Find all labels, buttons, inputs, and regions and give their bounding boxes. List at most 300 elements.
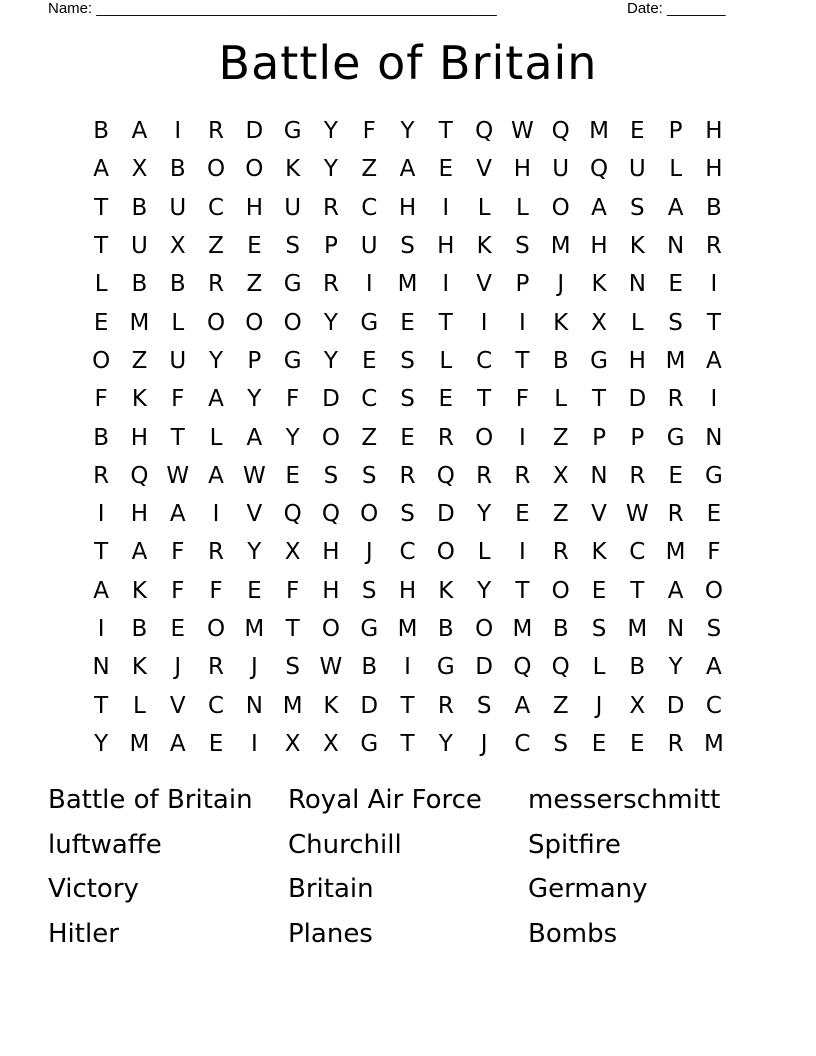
- grid-letter[interactable]: H: [705, 156, 723, 183]
- grid-letter[interactable]: M: [512, 616, 533, 642]
- grid-letter[interactable]: W: [319, 654, 343, 681]
- grid-letter[interactable]: T: [400, 730, 415, 757]
- grid-letter[interactable]: Y: [285, 424, 300, 451]
- grid-letter[interactable]: T: [94, 692, 109, 719]
- grid-letter[interactable]: B: [629, 654, 646, 681]
- grid-letter[interactable]: T: [94, 233, 109, 260]
- grid-letter[interactable]: B: [169, 156, 186, 183]
- grid-letter[interactable]: Y: [477, 577, 492, 604]
- grid-letter[interactable]: F: [286, 577, 300, 604]
- grid-letter[interactable]: I: [250, 730, 258, 757]
- grid-letter[interactable]: R: [667, 501, 684, 528]
- grid-letter[interactable]: F: [171, 539, 185, 566]
- grid-letter[interactable]: Z: [361, 424, 378, 451]
- grid-letter[interactable]: D: [475, 654, 493, 681]
- grid-letter[interactable]: R: [667, 730, 684, 757]
- grid-letter[interactable]: D: [245, 118, 264, 145]
- grid-letter[interactable]: T: [515, 577, 530, 604]
- grid-letter[interactable]: R: [208, 539, 225, 566]
- grid-letter[interactable]: R: [399, 462, 416, 489]
- grid-letter[interactable]: C: [399, 539, 416, 566]
- grid-letter[interactable]: V: [476, 271, 492, 298]
- grid-letter[interactable]: H: [705, 118, 723, 145]
- grid-letter[interactable]: U: [360, 233, 378, 260]
- grid-letter[interactable]: W: [166, 462, 190, 489]
- grid-letter[interactable]: R: [208, 118, 225, 145]
- grid-letter[interactable]: U: [131, 233, 148, 260]
- grid-letter[interactable]: D: [436, 501, 455, 528]
- grid-letter[interactable]: B: [93, 424, 110, 451]
- grid-letter[interactable]: M: [244, 616, 265, 642]
- header: [0, 0, 816, 20]
- grid-letter[interactable]: G: [283, 347, 302, 374]
- grid-letter[interactable]: K: [629, 233, 645, 260]
- grid-letter[interactable]: E: [515, 501, 530, 528]
- grid-letter[interactable]: S: [323, 462, 339, 489]
- grid-letter[interactable]: M: [282, 692, 303, 719]
- grid-letter[interactable]: A: [399, 156, 416, 183]
- grid-letter[interactable]: N: [590, 462, 608, 489]
- grid-letter[interactable]: L: [439, 347, 453, 374]
- grid-letter[interactable]: Y: [209, 347, 224, 374]
- grid-letter[interactable]: J: [250, 654, 258, 681]
- grid-letter[interactable]: C: [361, 386, 378, 413]
- grid-letter[interactable]: V: [169, 692, 186, 719]
- grid-letter[interactable]: H: [398, 577, 417, 604]
- grid-letter[interactable]: Y: [247, 386, 262, 413]
- grid-letter[interactable]: A: [706, 347, 722, 374]
- grid-letter[interactable]: B: [131, 194, 148, 221]
- grid-letter[interactable]: E: [208, 730, 224, 757]
- grid-letter[interactable]: R: [208, 654, 225, 681]
- grid-letter[interactable]: Z: [131, 347, 148, 374]
- grid-letter[interactable]: S: [553, 730, 569, 757]
- grid-letter[interactable]: W: [625, 501, 649, 528]
- grid-letter[interactable]: R: [552, 539, 569, 566]
- grid-letter[interactable]: B: [706, 194, 722, 221]
- grid-letter[interactable]: E: [247, 577, 262, 604]
- grid-letter[interactable]: E: [438, 386, 454, 413]
- grid-letter[interactable]: K: [438, 577, 454, 604]
- grid-letter[interactable]: H: [130, 501, 149, 528]
- grid-letter[interactable]: Y: [323, 156, 338, 183]
- word-list-item: Victory: [48, 874, 139, 905]
- grid-letter[interactable]: R: [93, 462, 110, 489]
- grid-letter[interactable]: M: [665, 539, 686, 566]
- grid-letter[interactable]: O: [475, 424, 494, 451]
- grid-letter[interactable]: P: [592, 424, 606, 451]
- grid-letter[interactable]: Y: [438, 730, 453, 757]
- grid-letter[interactable]: Z: [552, 424, 569, 451]
- grid-letter[interactable]: H: [130, 424, 149, 451]
- grid-letter[interactable]: H: [513, 156, 532, 183]
- grid-letter[interactable]: Z: [208, 233, 224, 260]
- grid-letter[interactable]: R: [437, 692, 454, 719]
- grid-letter[interactable]: R: [437, 424, 454, 451]
- grid-letter[interactable]: C: [476, 347, 493, 374]
- grid-letter[interactable]: O: [551, 194, 570, 221]
- grid-letter[interactable]: U: [552, 156, 570, 183]
- grid-letter[interactable]: E: [630, 730, 645, 757]
- grid-letter[interactable]: E: [630, 118, 645, 145]
- grid-letter[interactable]: G: [704, 462, 723, 489]
- grid-letter[interactable]: E: [591, 577, 607, 604]
- grid-letter[interactable]: Y: [477, 501, 492, 528]
- grid-letter[interactable]: N: [628, 271, 646, 298]
- letter-grid: [82, 112, 733, 763]
- grid-letter[interactable]: R: [208, 271, 225, 298]
- grid-letter[interactable]: X: [131, 156, 148, 183]
- grid-letter[interactable]: M: [397, 616, 418, 642]
- grid-letter[interactable]: D: [322, 386, 340, 413]
- grid-letter[interactable]: T: [591, 386, 607, 413]
- grid-letter[interactable]: O: [704, 577, 723, 604]
- grid-letter[interactable]: T: [285, 616, 300, 642]
- grid-letter[interactable]: L: [554, 386, 568, 413]
- grid-letter[interactable]: O: [92, 347, 111, 374]
- grid-letter[interactable]: S: [400, 347, 415, 374]
- grid-letter[interactable]: Y: [323, 309, 338, 336]
- grid-letter[interactable]: I: [97, 501, 105, 528]
- grid-letter[interactable]: P: [247, 347, 262, 374]
- grid-letter[interactable]: O: [206, 616, 226, 642]
- grid-letter[interactable]: B: [552, 347, 569, 374]
- word-list-item: Britain: [288, 874, 374, 905]
- grid-letter[interactable]: J: [480, 730, 488, 757]
- grid-letter[interactable]: L: [171, 309, 185, 336]
- grid-letter[interactable]: A: [591, 194, 607, 221]
- grid-letter[interactable]: B: [361, 654, 378, 681]
- grid-letter[interactable]: Q: [321, 501, 340, 528]
- grid-letter[interactable]: E: [438, 156, 454, 183]
- grid-letter[interactable]: T: [438, 118, 453, 145]
- grid-letter[interactable]: H: [322, 539, 340, 566]
- grid-letter[interactable]: E: [170, 616, 186, 642]
- grid-letter[interactable]: I: [710, 271, 718, 298]
- grid-letter[interactable]: A: [208, 386, 224, 413]
- grid-letter[interactable]: R: [322, 271, 339, 298]
- grid-letter[interactable]: S: [285, 654, 300, 681]
- grid-letter[interactable]: G: [436, 654, 455, 681]
- grid-letter[interactable]: E: [668, 271, 683, 298]
- grid-letter[interactable]: M: [550, 233, 571, 260]
- word-list-item: luftwaffe: [48, 829, 162, 860]
- grid-letter[interactable]: L: [630, 309, 644, 336]
- grid-letter[interactable]: H: [628, 347, 646, 374]
- grid-letter[interactable]: A: [93, 156, 110, 183]
- grid-letter[interactable]: Q: [551, 118, 570, 145]
- grid-letter[interactable]: Q: [283, 501, 302, 528]
- grid-letter[interactable]: Z: [361, 156, 378, 183]
- grid-letter[interactable]: Z: [552, 692, 569, 719]
- word-list-item: Churchill: [288, 829, 402, 860]
- grid-letter[interactable]: Z: [246, 271, 263, 298]
- grid-letter[interactable]: K: [476, 233, 492, 260]
- grid-letter[interactable]: L: [209, 424, 223, 451]
- grid-letter[interactable]: O: [360, 501, 379, 528]
- grid-letter[interactable]: U: [628, 156, 646, 183]
- grid-letter[interactable]: S: [400, 501, 415, 528]
- grid-letter[interactable]: K: [591, 539, 607, 566]
- grid-letter[interactable]: S: [361, 577, 377, 604]
- grid-letter[interactable]: N: [666, 233, 685, 260]
- grid-letter[interactable]: S: [668, 309, 683, 336]
- grid-letter[interactable]: X: [284, 730, 301, 757]
- grid-letter[interactable]: J: [557, 271, 565, 298]
- grid-letter[interactable]: Q: [589, 156, 609, 183]
- grid-letter[interactable]: C: [629, 539, 646, 566]
- grid-letter[interactable]: A: [706, 654, 722, 681]
- grid-letter[interactable]: O: [321, 616, 340, 642]
- grid-letter[interactable]: U: [284, 194, 302, 221]
- grid-letter[interactable]: Y: [668, 654, 683, 681]
- grid-letter[interactable]: L: [133, 692, 146, 719]
- grid-letter[interactable]: J: [595, 692, 603, 719]
- grid-letter[interactable]: G: [360, 616, 379, 642]
- grid-letter[interactable]: L: [94, 271, 108, 298]
- grid-letter[interactable]: U: [169, 347, 187, 374]
- grid-letter[interactable]: N: [666, 616, 685, 642]
- word-list-item: messerschmitt: [528, 785, 721, 815]
- grid-letter[interactable]: T: [94, 539, 109, 566]
- grid-letter[interactable]: M: [627, 616, 648, 642]
- grid-letter[interactable]: O: [283, 309, 302, 336]
- grid-letter[interactable]: S: [361, 462, 377, 489]
- grid-letter[interactable]: X: [323, 730, 339, 757]
- grid-letter[interactable]: I: [442, 194, 450, 221]
- grid-letter[interactable]: M: [129, 309, 150, 336]
- grid-letter[interactable]: A: [667, 577, 684, 604]
- grid-letter[interactable]: E: [285, 462, 300, 489]
- grid-letter[interactable]: Z: [552, 501, 569, 528]
- grid-letter[interactable]: A: [131, 118, 148, 145]
- grid-letter[interactable]: J: [174, 654, 182, 681]
- grid-letter[interactable]: L: [516, 194, 529, 221]
- grid-letter[interactable]: H: [245, 194, 263, 221]
- grid-letter[interactable]: G: [283, 118, 302, 145]
- grid-letter[interactable]: M: [397, 271, 418, 298]
- grid-letter[interactable]: I: [519, 539, 526, 566]
- grid-letter[interactable]: M: [589, 118, 609, 145]
- grid-letter[interactable]: O: [206, 309, 226, 336]
- grid-letter[interactable]: B: [93, 118, 110, 145]
- grid-letter[interactable]: A: [93, 577, 110, 604]
- grid-letter[interactable]: O: [551, 577, 570, 604]
- grid-letter[interactable]: L: [477, 539, 491, 566]
- grid-letter[interactable]: C: [705, 692, 722, 719]
- grid-letter[interactable]: F: [209, 577, 223, 604]
- grid-letter[interactable]: S: [706, 616, 722, 642]
- grid-letter[interactable]: Q: [551, 654, 570, 681]
- grid-letter[interactable]: K: [553, 309, 569, 336]
- grid-letter[interactable]: Q: [513, 654, 532, 681]
- grid-letter[interactable]: B: [131, 616, 148, 642]
- grid-letter[interactable]: D: [666, 692, 685, 719]
- grid-letter[interactable]: J: [365, 539, 373, 566]
- grid-letter[interactable]: S: [400, 233, 415, 260]
- grid-letter[interactable]: R: [322, 194, 339, 221]
- grid-letter[interactable]: Y: [247, 539, 262, 566]
- grid-letter[interactable]: B: [437, 616, 454, 642]
- grid-letter[interactable]: S: [476, 692, 492, 719]
- grid-letter[interactable]: E: [591, 730, 607, 757]
- grid-letter[interactable]: I: [365, 271, 373, 298]
- grid-letter[interactable]: W: [242, 462, 266, 489]
- grid-letter[interactable]: G: [360, 730, 379, 757]
- grid-letter[interactable]: L: [477, 194, 491, 221]
- grid-letter[interactable]: G: [283, 271, 302, 298]
- grid-letter[interactable]: A: [246, 424, 263, 451]
- grid-letter[interactable]: F: [707, 539, 721, 566]
- grid-letter[interactable]: I: [519, 309, 526, 336]
- grid-letter[interactable]: F: [94, 386, 108, 413]
- grid-letter[interactable]: K: [131, 577, 147, 604]
- date-field-label[interactable]: Date: _______: [627, 0, 726, 17]
- grid-letter[interactable]: S: [400, 386, 415, 413]
- grid-letter[interactable]: P: [630, 424, 645, 451]
- grid-letter[interactable]: A: [514, 692, 531, 719]
- grid-letter[interactable]: Y: [94, 730, 109, 757]
- grid-letter[interactable]: Y: [323, 118, 338, 145]
- grid-letter[interactable]: R: [705, 233, 722, 260]
- grid-letter[interactable]: R: [667, 386, 684, 413]
- grid-letter[interactable]: L: [592, 654, 606, 681]
- grid-letter[interactable]: R: [514, 462, 531, 489]
- grid-letter[interactable]: M: [703, 730, 724, 757]
- grid-letter[interactable]: C: [208, 692, 225, 719]
- grid-letter[interactable]: O: [245, 309, 264, 336]
- grid-letter[interactable]: B: [131, 271, 148, 298]
- grid-letter[interactable]: T: [438, 309, 453, 336]
- grid-letter[interactable]: S: [591, 616, 607, 642]
- grid-letter[interactable]: X: [284, 539, 301, 566]
- grid-letter[interactable]: Y: [323, 347, 338, 374]
- grid-letter[interactable]: N: [705, 424, 723, 451]
- grid-letter[interactable]: N: [245, 692, 263, 719]
- grid-letter[interactable]: Q: [475, 118, 494, 145]
- grid-letter[interactable]: X: [629, 692, 646, 719]
- grid-letter[interactable]: A: [208, 462, 224, 489]
- grid-letter[interactable]: T: [706, 309, 721, 336]
- grid-letter[interactable]: T: [400, 692, 415, 719]
- grid-letter[interactable]: T: [630, 577, 645, 604]
- grid-letter[interactable]: K: [323, 692, 339, 719]
- grid-letter[interactable]: X: [552, 462, 569, 489]
- grid-letter[interactable]: W: [511, 118, 534, 145]
- grid-letter[interactable]: K: [131, 386, 147, 413]
- grid-letter[interactable]: X: [169, 233, 186, 260]
- grid-letter[interactable]: E: [400, 424, 415, 451]
- grid-letter[interactable]: O: [321, 424, 340, 451]
- grid-letter[interactable]: I: [442, 271, 450, 298]
- grid-letter[interactable]: O: [245, 156, 264, 183]
- grid-letter[interactable]: T: [94, 194, 109, 221]
- grid-letter[interactable]: I: [97, 616, 105, 642]
- grid-letter[interactable]: A: [169, 501, 186, 528]
- grid-letter[interactable]: T: [477, 386, 492, 413]
- grid-letter[interactable]: P: [323, 233, 338, 260]
- grid-letter[interactable]: F: [515, 386, 530, 413]
- grid-letter[interactable]: P: [668, 118, 683, 145]
- name-field-label[interactable]: Name: ________________________________________________: [48, 0, 497, 17]
- grid-letter[interactable]: M: [665, 347, 686, 374]
- grid-letter[interactable]: A: [131, 539, 148, 566]
- grid-letter[interactable]: I: [404, 654, 411, 681]
- grid-letter[interactable]: H: [398, 194, 417, 221]
- grid-letter[interactable]: E: [247, 233, 262, 260]
- grid-letter[interactable]: E: [668, 462, 683, 489]
- grid-letter[interactable]: Q: [436, 462, 455, 489]
- grid-letter[interactable]: M: [129, 730, 150, 757]
- grid-letter[interactable]: C: [514, 730, 531, 757]
- grid-letter[interactable]: O: [475, 616, 494, 642]
- grid-letter[interactable]: D: [628, 386, 647, 413]
- grid-letter[interactable]: I: [480, 309, 488, 336]
- grid-letter[interactable]: V: [246, 501, 263, 528]
- grid-letter[interactable]: G: [590, 347, 608, 374]
- grid-letter[interactable]: H: [590, 233, 608, 260]
- grid-letter[interactable]: F: [362, 118, 376, 145]
- grid-letter[interactable]: L: [669, 156, 683, 183]
- grid-letter[interactable]: I: [519, 424, 526, 451]
- grid-letter[interactable]: C: [361, 194, 378, 221]
- grid-letter[interactable]: I: [710, 386, 718, 413]
- grid-letter[interactable]: K: [591, 271, 607, 298]
- grid-letter[interactable]: E: [361, 347, 377, 374]
- grid-letter[interactable]: F: [286, 386, 300, 413]
- grid-letter[interactable]: H: [322, 577, 340, 604]
- grid-letter[interactable]: V: [591, 501, 607, 528]
- grid-letter[interactable]: Y: [400, 118, 415, 145]
- grid-letter[interactable]: G: [360, 309, 379, 336]
- word-list-item: Spitfire: [528, 829, 621, 860]
- grid-letter[interactable]: H: [437, 233, 455, 260]
- grid-letter[interactable]: E: [93, 309, 109, 336]
- grid-letter[interactable]: D: [360, 692, 379, 719]
- grid-letter[interactable]: F: [171, 386, 185, 413]
- grid-letter[interactable]: A: [667, 194, 684, 221]
- grid-letter[interactable]: F: [171, 577, 185, 604]
- grid-letter[interactable]: E: [706, 501, 722, 528]
- grid-letter[interactable]: T: [170, 424, 185, 451]
- grid-letter[interactable]: Q: [130, 462, 149, 489]
- grid-letter[interactable]: A: [169, 730, 186, 757]
- grid-letter[interactable]: V: [476, 156, 492, 183]
- grid-letter[interactable]: O: [206, 156, 226, 183]
- grid-letter[interactable]: P: [515, 271, 530, 298]
- grid-letter[interactable]: N: [92, 654, 110, 681]
- grid-letter[interactable]: O: [436, 539, 455, 566]
- grid-letter[interactable]: T: [515, 347, 530, 374]
- grid-letter[interactable]: B: [552, 616, 569, 642]
- grid-letter[interactable]: R: [629, 462, 646, 489]
- grid-letter[interactable]: I: [174, 118, 182, 145]
- grid-letter[interactable]: K: [131, 654, 147, 681]
- grid-letter[interactable]: S: [630, 194, 645, 221]
- grid-letter[interactable]: K: [285, 156, 301, 183]
- grid-letter[interactable]: R: [476, 462, 493, 489]
- grid-letter[interactable]: C: [208, 194, 225, 221]
- grid-letter[interactable]: U: [169, 194, 187, 221]
- grid-letter[interactable]: G: [666, 424, 685, 451]
- grid-letter[interactable]: E: [400, 309, 415, 336]
- grid-letter[interactable]: S: [285, 233, 300, 260]
- grid-letter[interactable]: S: [515, 233, 530, 260]
- word-list-item: Hitler: [48, 919, 119, 950]
- grid-letter[interactable]: B: [169, 271, 186, 298]
- grid-letter[interactable]: I: [212, 501, 220, 528]
- grid-letter[interactable]: X: [591, 309, 607, 336]
